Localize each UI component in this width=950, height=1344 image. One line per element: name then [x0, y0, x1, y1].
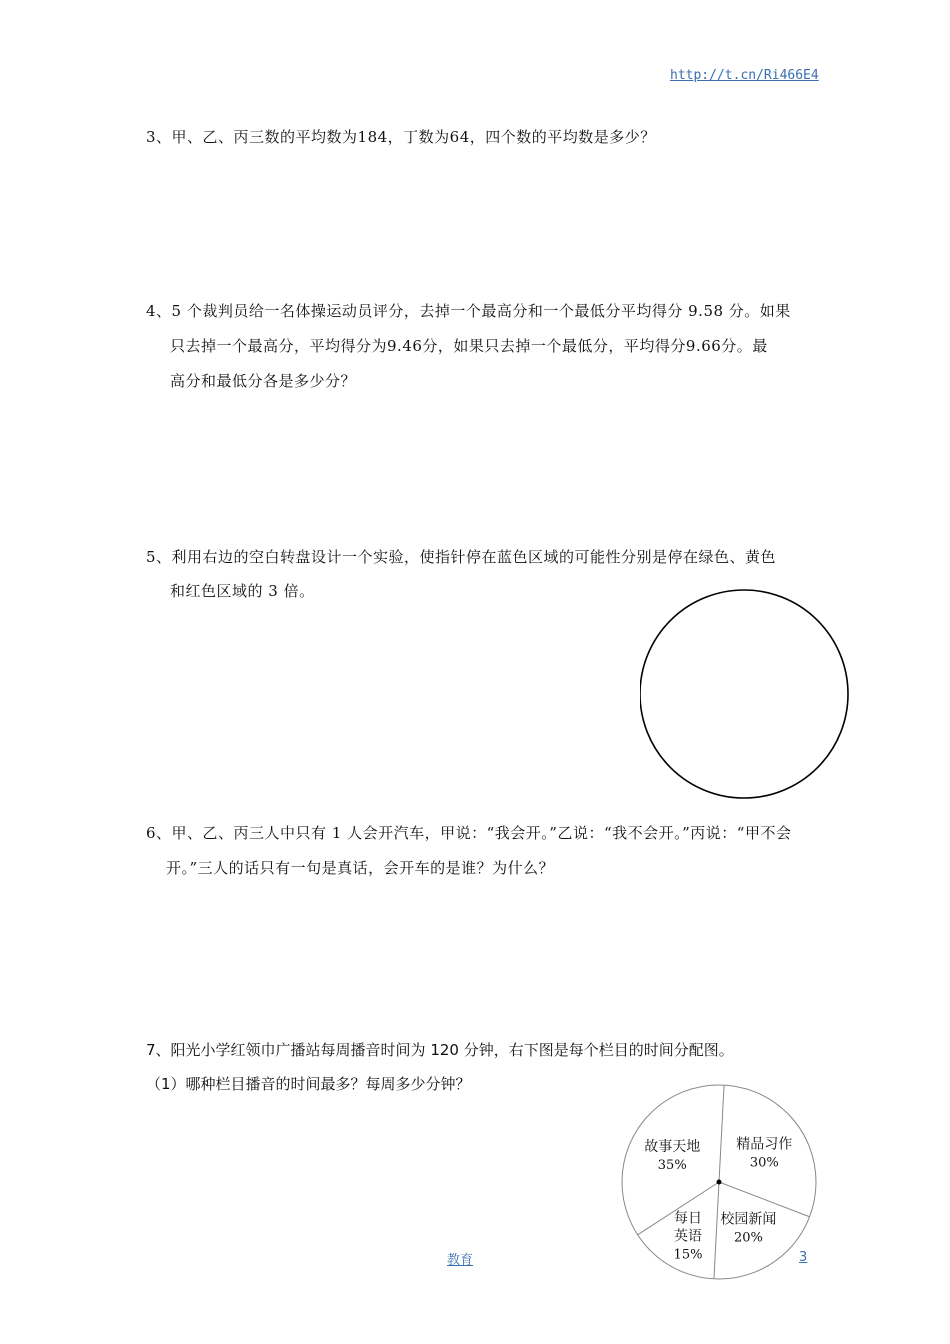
question-5-line-2: 和红色区域的 3 倍。	[170, 582, 315, 600]
question-7-subquestion-1: （1）哪种栏目播音的时间最多？每周多少分钟？	[146, 1075, 471, 1093]
pie-label-1-line-1: 精品习作	[736, 1136, 793, 1153]
question-4-line-3: 高分和最低分各是多少分？	[170, 372, 357, 390]
pie-label-2-line-2: 20%	[733, 1230, 763, 1246]
question-7-line-1: 7、阳光小学红领巾广播站每周播音时间为 120 分钟，右下图是每个栏目的时间分配图。	[146, 1041, 734, 1059]
spinner-outline	[640, 590, 848, 798]
footer-center-link[interactable]: 教育	[447, 1253, 474, 1268]
question-6-line-1: 6、甲、乙、丙三人中只有 1 人会开汽车，甲说：“我会开。”乙说：“我不会开。”丙说：“甲不会	[146, 824, 792, 842]
page-number: 3	[799, 1250, 808, 1265]
pie-center-dot	[717, 1180, 722, 1185]
pie-label-1-line-2: 30%	[749, 1155, 779, 1171]
pie-label-3-line-2: 英语	[674, 1228, 702, 1245]
pie-label-2-line-1: 校园新闻	[720, 1211, 777, 1228]
pie-label-4-line-1: 故事天地	[644, 1139, 701, 1155]
question-6-line-2: 开。”三人的话只有一句是真话，会开车的是谁？为什么？	[166, 859, 555, 877]
question-4-line-2: 只去掉一个最高分，平均得分为9.46分，如果只去掉一个最低分，平均得分9.66分。最	[170, 337, 768, 355]
pie-label-3-line-1: 每日	[674, 1210, 702, 1227]
pie-label-4-line-2: 35%	[657, 1158, 687, 1173]
question-5-line-1: 5、利用右边的空白转盘设计一个实验，使指针停在蓝色区域的可能性分别是停在绿色、黄色	[146, 548, 777, 566]
broadcast-time-pie-chart	[618, 1084, 824, 1284]
question-4-line-1: 4、5 个裁判员给一名体操运动员评分，去掉一个最高分和一个最低分平均得分 9.58 分。如果	[146, 302, 791, 320]
header-url-link[interactable]: http://t.cn/Ri466E4	[670, 68, 819, 83]
question-3-text: 3、甲、乙、丙三数的平均数为184，丁数为64，四个数的平均数是多少？	[146, 128, 656, 146]
pie-label-3-line-3: 15%	[673, 1247, 703, 1263]
blank-spinner-circle	[640, 587, 852, 801]
